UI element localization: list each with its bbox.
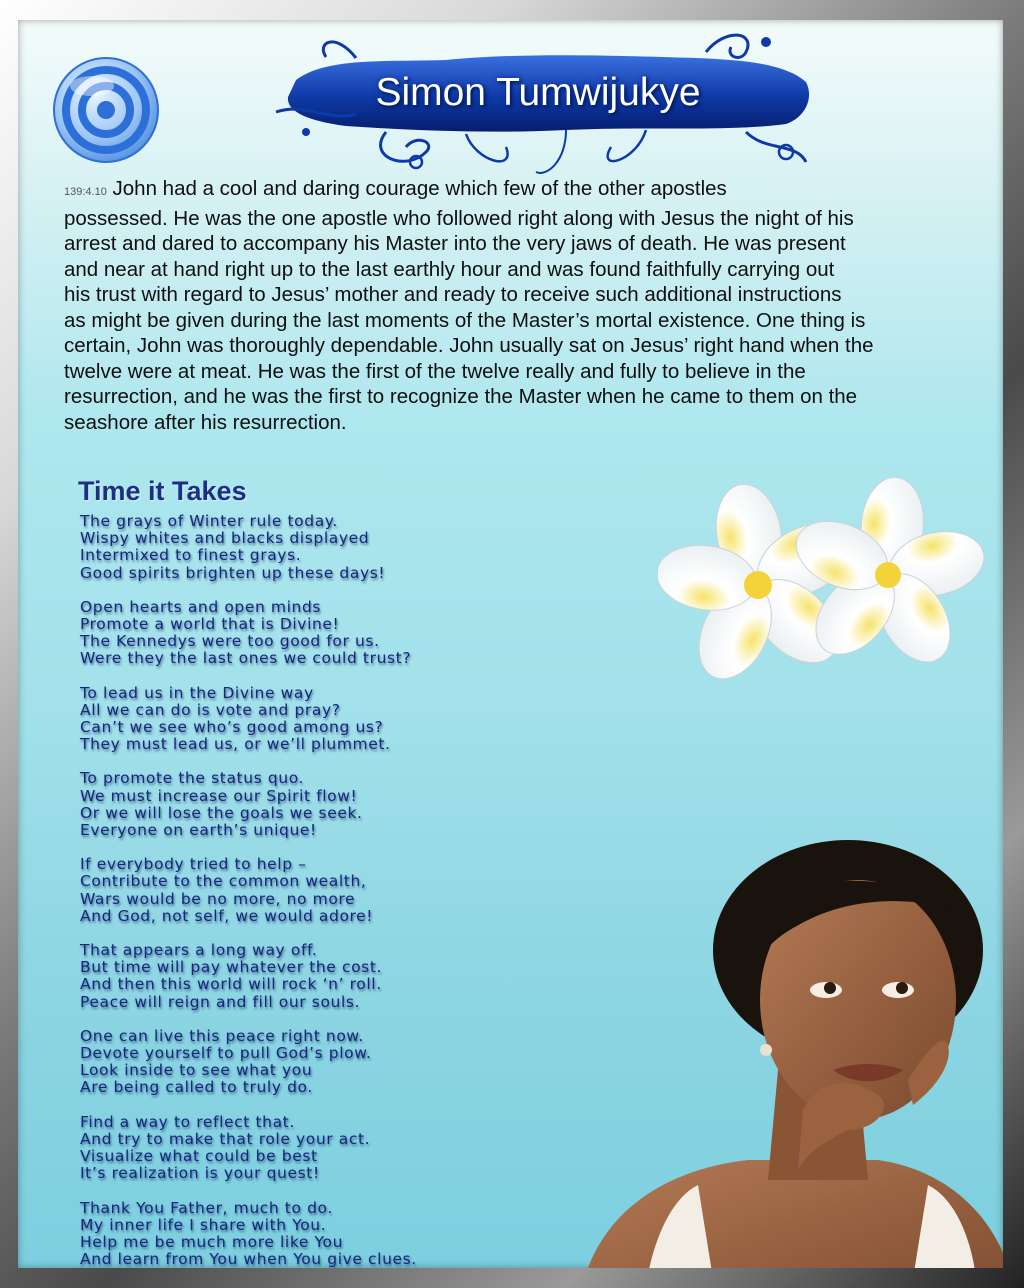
poem-line: Are being called to truly do. bbox=[80, 1078, 313, 1097]
poem-line: Peace will reign and fill our souls. bbox=[80, 992, 361, 1011]
poem-stanza bbox=[80, 599, 700, 668]
poem-line: Thank You Father, much to do. bbox=[80, 1198, 333, 1217]
concentric-circles-logo-icon bbox=[52, 56, 160, 164]
poem-line: They must lead us, or we’ll plummet. bbox=[80, 735, 391, 754]
poem-line: It’s realization is your quest! bbox=[80, 1164, 320, 1183]
passage-line: his trust with regard to Jesus’ mother and ready to receive such additional instructions bbox=[64, 283, 842, 306]
poem-line: Devote yourself to pull God’s plow. bbox=[80, 1044, 372, 1063]
passage-line: 139:4.10 John had a cool and daring courage which few of the other apostles bbox=[64, 177, 727, 200]
passage-line: certain, John was thoroughly dependable. John usually sat on Jesus’ right hand when the bbox=[64, 334, 874, 357]
poem-stanza bbox=[80, 513, 700, 582]
poem-line: Look inside to see what you bbox=[80, 1061, 313, 1080]
poem-line: To lead us in the Divine way bbox=[80, 683, 314, 702]
passage-line: seashore after his resurrection. bbox=[64, 410, 347, 434]
passage-line: and near at hand right up to the last earthly hour and was found faithfully carrying out bbox=[64, 257, 835, 281]
poem-line: Everyone on earth’s unique! bbox=[80, 821, 317, 840]
poem-line: Wispy whites and blacks displayed bbox=[80, 529, 370, 548]
thinking-woman-portrait-image bbox=[548, 840, 1003, 1268]
page-panel bbox=[18, 20, 1003, 1268]
poem-line: Open hearts and open minds bbox=[80, 597, 322, 616]
poem-line: Were they the last ones we could trust? bbox=[80, 649, 412, 668]
poem-line: We must increase our Spirit flow! bbox=[80, 786, 358, 805]
poem-line: The grays of Winter rule today. bbox=[80, 512, 338, 530]
poem-line: Contribute to the common wealth, bbox=[80, 872, 367, 891]
poem-line: Good spirits brighten up these days! bbox=[80, 563, 386, 582]
poem-line: That appears a long way off. bbox=[80, 941, 318, 960]
passage-line: as might be given during the last moments of the Master’s mortal existence. One thing is bbox=[64, 308, 866, 332]
poem-line: And God, not self, we would adore! bbox=[80, 906, 374, 925]
poem-line: And learn from You when You give clues. bbox=[80, 1250, 417, 1268]
poem-line: And then this world will rock ‘n’ roll. bbox=[80, 975, 382, 994]
poem-line: One can live this peace right now. bbox=[80, 1026, 364, 1045]
poem-line: Visualize what could be best bbox=[80, 1147, 318, 1166]
poem-title: Time it Takes bbox=[78, 476, 247, 506]
poem-line: If everybody tried to help – bbox=[80, 855, 307, 874]
passage-line: arrest and dared to accompany his Master into the very jaws of death. He was present bbox=[64, 232, 846, 255]
poem-line: Or we will lose the goals we seek. bbox=[80, 803, 363, 822]
poem-stanza bbox=[80, 685, 700, 754]
poem-line: Wars would be no more, no more bbox=[80, 889, 356, 908]
page-title: Simon Tumwijukye bbox=[375, 71, 701, 114]
poem-line: Can’t we see who’s good among us? bbox=[80, 718, 384, 737]
poem-stanza bbox=[80, 770, 700, 839]
poem-line: Promote a world that is Divine! bbox=[80, 615, 340, 634]
white-plumeria-flowers-image bbox=[658, 470, 988, 695]
poem-line: But time will pay whatever the cost. bbox=[80, 958, 383, 977]
poem-line: Find a way to reflect that. bbox=[80, 1112, 295, 1131]
poem-line: The Kennedys were too good for us. bbox=[80, 632, 380, 651]
poem-line: My inner life I share with You. bbox=[80, 1215, 327, 1234]
poem-line: All we can do is vote and pray? bbox=[80, 700, 341, 719]
passage-line: twelve were at meat. He was the first of the twelve really and fully to believe in the bbox=[64, 359, 806, 383]
poem-line: To promote the status quo. bbox=[80, 769, 305, 788]
poem-line: And try to make that role your act. bbox=[80, 1129, 371, 1148]
poem-line: Help me be much more like You bbox=[80, 1232, 344, 1251]
passage-reference: 139:4.10 bbox=[64, 186, 107, 198]
passage-line: resurrection, and he was the first to recognize the Master when he came to them on the bbox=[64, 385, 858, 408]
passage-text bbox=[64, 176, 1003, 435]
poem-line: Intermixed to finest grays. bbox=[80, 546, 302, 565]
passage-line: possessed. He was the one apostle who followed right along with Jesus the night of his bbox=[64, 206, 854, 230]
